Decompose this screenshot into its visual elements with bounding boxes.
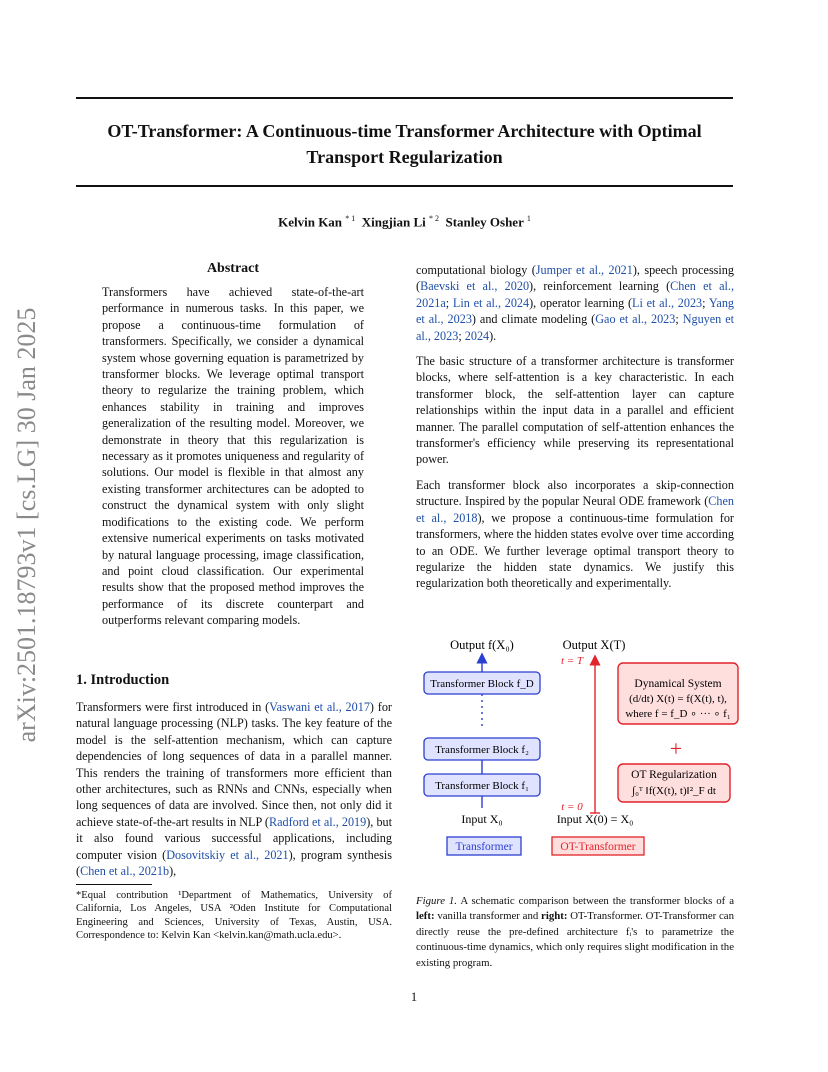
text-run: ), operator learning (: [529, 295, 633, 310]
text-run: ), reinforcement learning (: [529, 279, 671, 294]
text-run: ), but it also found various successful applications, including computer vision (: [76, 814, 393, 862]
author-1-marks: * 1: [345, 214, 356, 223]
citation-link[interactable]: Chen et al., 2018: [416, 494, 734, 525]
intro-column: [76, 699, 392, 888]
ot-transformer-label: OT-Transformer: [560, 841, 636, 853]
author-1: Kelvin Kan: [278, 214, 343, 230]
t-top-label: t = T: [560, 655, 584, 667]
title-bottom-rule: [76, 185, 733, 187]
right-paragraph-2: The basic structure of a transformer architecture is transformer blocks, where self-attention is a key characteristic. In each transformer block, the self-attention layer can capture relationships within the input data in a parallel and efficient manner. The parallel computation of self-attention enhances the transformer's efficiency while preserving its representational power.: [416, 354, 734, 467]
block-f2-label: Transformer Block f₂: [435, 744, 529, 756]
right-column: [416, 262, 734, 601]
abstract-heading: Abstract: [206, 261, 260, 276]
text-run: ;: [445, 295, 453, 310]
right-input-label: Input X(0) = X₀: [556, 812, 634, 826]
author-3: Stanley Osher: [445, 214, 524, 230]
citation-link[interactable]: Yang et al., 2023: [416, 295, 735, 327]
arxiv-identifier-text: arXiv:2501.18793v1 [cs.LG] 30 Jan 2025: [12, 307, 41, 743]
dynamical-system-where: where f = f_D ∘ ··· ∘ f₁: [625, 708, 731, 720]
block-fD-label: Transformer Block f_D: [430, 678, 534, 690]
text-run: ),: [169, 864, 177, 879]
caption-text-3: OT-Transformer. OT-Transformer can directly reuse the pre-defined architecture fᵢ's to parametrize the continuous-time dynamics, which only requires slight modification in the existing program.: [416, 910, 734, 969]
citation-link[interactable]: Lin et al., 2024: [452, 295, 530, 310]
text-run: ) and climate modeling (: [471, 312, 596, 327]
citation-link[interactable]: Dosovitskiy et al., 2021: [166, 847, 289, 862]
footnote-rule: [76, 884, 152, 885]
text-run: ) for natural language processing (NLP) tasks. The key feature of the model is the self-attention mechanism, which can capture dependencies of long sequences of data in a parallel manner. This renders the training of transformers more efficient than other architectures, such as RNNs and CNNs, especially when long sequences of data are involved. Since then, not only did it achieve state-of-the-art results in NLP (: [76, 700, 392, 829]
text-run: Transformers were first introduced in (: [76, 700, 270, 714]
citation-link[interactable]: Chen et al., 2021a: [416, 279, 734, 310]
text-run: Each transformer block also incorporates a skip-connection structure. Inspired by the popular Neural ODE framework (: [416, 477, 734, 509]
text-run: ), speech processing (: [416, 263, 734, 294]
section-heading-introduction: 1. Introduction: [76, 672, 170, 688]
figure-1-caption: [416, 894, 734, 971]
left-output-label: Output f(X₀): [450, 638, 514, 652]
text-run: ;: [675, 312, 683, 327]
citation-link[interactable]: Baevski et al., 2020: [420, 279, 530, 294]
footnote: *Equal contribution ¹Department of Mathematics, University of California, Los Angeles, USA ²Oden Institute for Computational Engineering and Sciences, University of Texas, Austin, USA. Correspondence to: Kelvin Kan <kelvin.kan@math.ucla.edu>.: [76, 890, 392, 941]
ot-regularization-title: OT Regularization: [631, 769, 717, 781]
caption-label: Figure 1.: [416, 895, 458, 907]
caption-left-bold: left:: [416, 910, 435, 923]
citation-link[interactable]: Gao et al., 2023: [595, 312, 676, 327]
paper-title: OT-Transformer: A Continuous-time Transformer Architecture with Optimal Transport Regularization: [107, 121, 702, 167]
citation-link[interactable]: Jumper et al., 2021: [535, 263, 633, 277]
right-paragraph-3: [416, 477, 734, 592]
left-input-label: Input X₀: [461, 812, 503, 826]
t-bottom-label: t = 0: [561, 801, 583, 813]
abstract-text: Transformers have achieved state-of-the-art performance in numerous tasks. In this paper, we propose a continuous-time formulation of transformers. Specifically, we consider a dynamical system whose governing equation is parametrized by transformer blocks. We leverage optimal transport theory to regularize the training problem, which enhances stability in training and improves generalization of the resulting model. Moreover, we demonstrate in theory that this regularization is necessary as it promotes uniqueness and regularity of solutions. Our model is flexible in that almost any existing transformer architectures can be adopted to construct the dynamical system with only slight modifications to the existing code. We perform extensive numerical experiments on tasks motivated by natural language processing, image classification, and point cloud classification. Our experimental results show that the proposed method improves the performance of its discrete counterpart and outperforms relevant comparing models.: [102, 285, 364, 628]
ot-regularization-equation: ∫₀ᵀ ‖f(X(t), t)‖²_F dt: [632, 785, 716, 797]
citation-link[interactable]: Li et al., 2023: [632, 295, 703, 310]
figure-1-schematic: [414, 632, 744, 862]
plus-sign: +: [669, 736, 683, 761]
author-3-marks: 1: [526, 214, 531, 223]
page-number: 1: [410, 990, 418, 1004]
author-2: Xingjian Li: [361, 214, 426, 230]
right-output-label: Output X(T): [562, 638, 626, 652]
title-top-rule: [76, 97, 733, 99]
arxiv-identifier: [10, 290, 44, 760]
caption-text-2: vanilla transformer and: [434, 910, 542, 923]
citation-link[interactable]: Chen et al., 2021b: [80, 864, 170, 879]
citation-link[interactable]: 2024: [464, 328, 490, 343]
citation-link[interactable]: Radford et al., 2019: [268, 814, 367, 829]
text-run: ), we propose a continuous-time formulation for transformers, where the hidden states evolve over time according to an ODE. We further leverage optimal transport theory to regularize the hidden state dynamics. We justify this regularization both theoretically and experimentally.: [416, 510, 734, 591]
author-2-marks: * 2: [428, 214, 439, 223]
author-list: [76, 214, 733, 230]
text-run: ;: [458, 328, 465, 343]
text-run: ), program synthesis (: [76, 847, 392, 879]
text-run: computational biology (: [416, 263, 536, 277]
caption-right-bold: right:: [541, 910, 568, 923]
text-run: ).: [489, 328, 497, 343]
right-paragraph-1: [416, 262, 734, 344]
dynamical-system-equation: (d/dt) X(t) = f(X(t), t),: [629, 693, 727, 705]
intro-paragraph-1: [76, 699, 392, 879]
citation-link[interactable]: Nguyen et al., 2023: [416, 312, 734, 343]
caption-text-1: A schematic comparison between the transformer blocks of a: [457, 895, 734, 907]
block-f1-label: Transformer Block f₁: [435, 780, 529, 792]
citation-link[interactable]: Vaswani et al., 2017: [269, 700, 370, 714]
transformer-label: Transformer: [455, 841, 513, 853]
dynamical-system-title: Dynamical System: [634, 678, 722, 690]
text-run: ;: [702, 295, 709, 310]
